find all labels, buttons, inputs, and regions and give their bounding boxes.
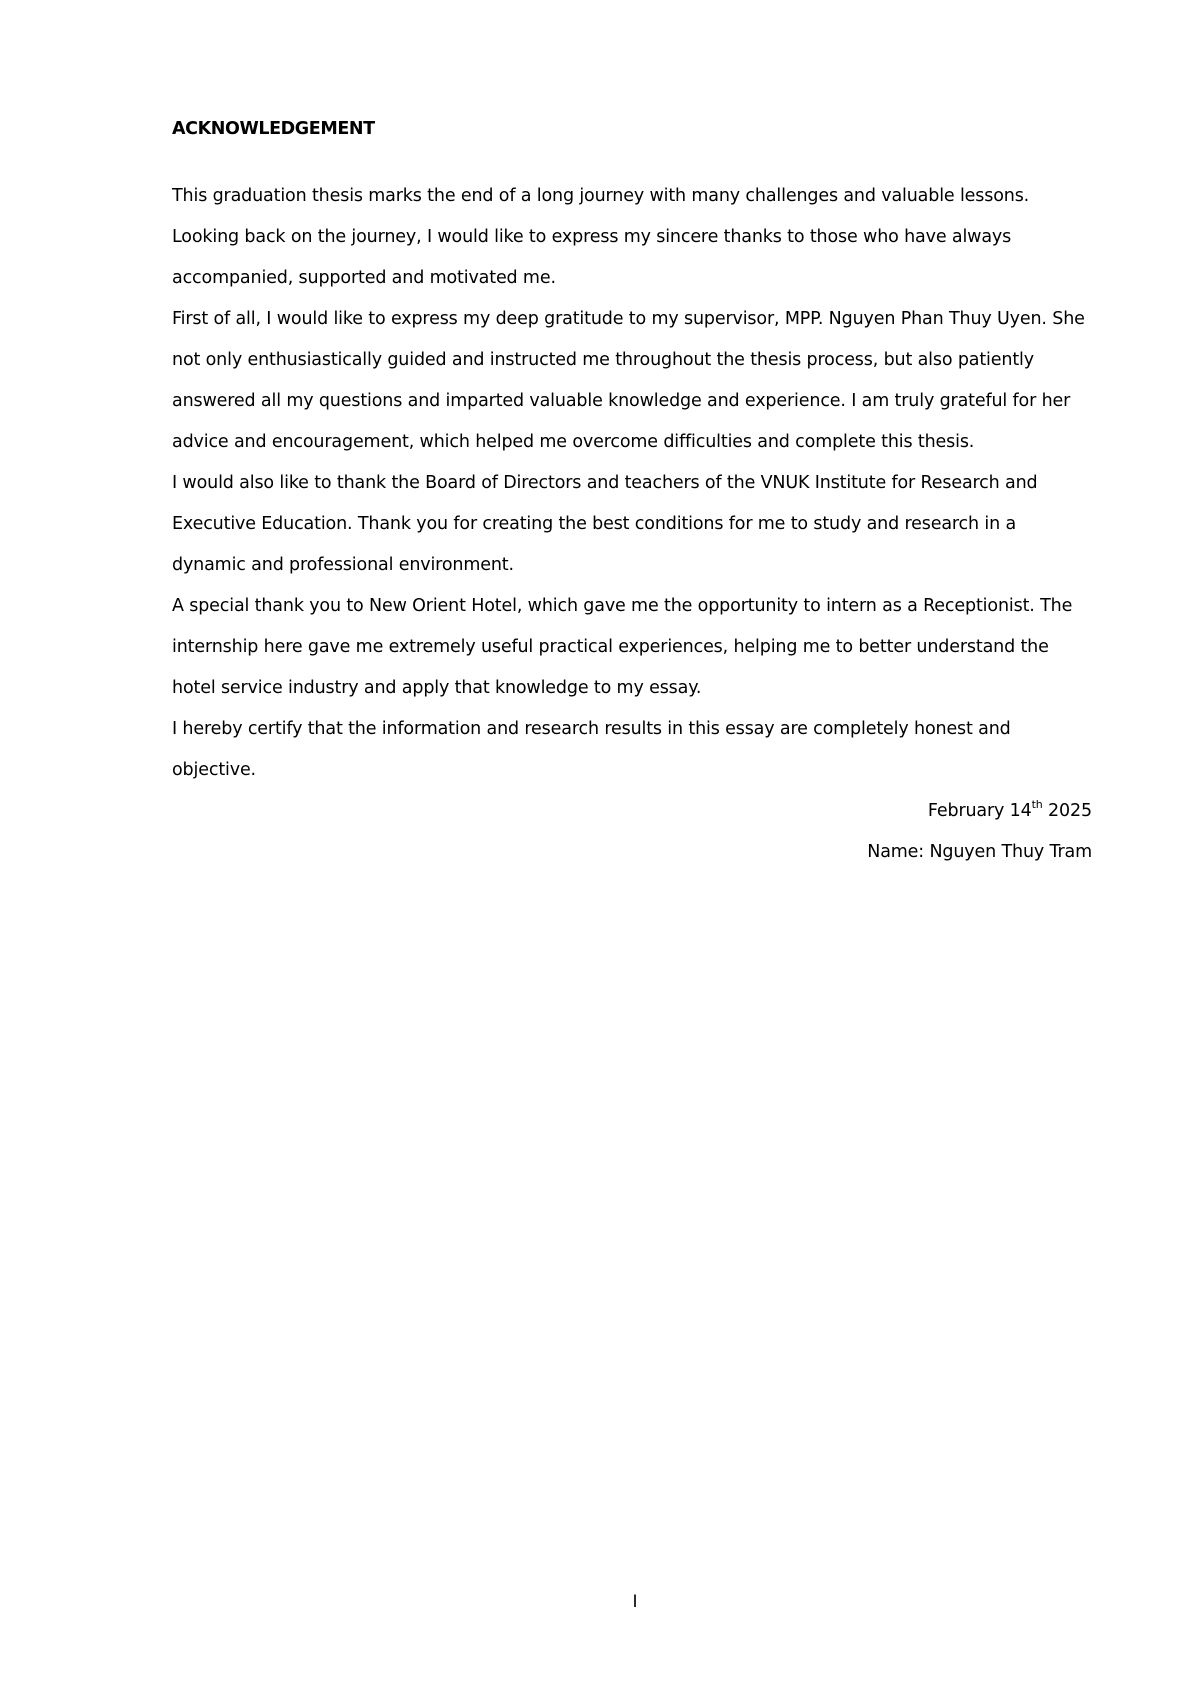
paragraph-certification: I hereby certify that the information and research results in this essay are completely honest and objective. [172, 719, 1011, 780]
paragraph-institute: I would also like to thank the Board of Directors and teachers of the VNUK Institute for Research and Executive Education. Thank you for creating the best conditions for me to study and research in a dynamic and professional environment. [172, 473, 1038, 575]
page-title: ACKNOWLEDGEMENT [172, 119, 375, 139]
paragraph-supervisor: First of all, I would like to express my deep gratitude to my supervisor, MPP. Nguyen Phan Thuy Uyen. She not only enthusiastically guided and instructed me throughout the thesis process, but also patiently answered all my questions and imparted valuable knowledge and experience. I am truly grateful for her advice and encouragement, which helped me overcome difficulties and complete this thesis. [172, 309, 1085, 452]
document-body [172, 112, 1092, 873]
paragraph-hotel: A special thank you to New Orient Hotel, which gave me the opportunity to intern as a Receptionist. The internship here gave me extremely useful practical experiences, helping me to better understand the hotel service industry and apply that knowledge to my essay. [172, 596, 1073, 698]
paragraph-intro: This graduation thesis marks the end of a long journey with many challenges and valuable lessons. Looking back on the journey, I would like to express my sincere thanks to those who have always accompanied, supported and motivated me. [172, 186, 1030, 288]
date-year: 2025 [1042, 801, 1092, 821]
date-month-day: February 14 [927, 801, 1032, 821]
signature-line: Name: Nguyen Thuy Tram [867, 842, 1092, 862]
date-line [172, 791, 1092, 832]
page-number: I [632, 1592, 638, 1612]
date-ordinal-suffix: th [1031, 798, 1043, 812]
